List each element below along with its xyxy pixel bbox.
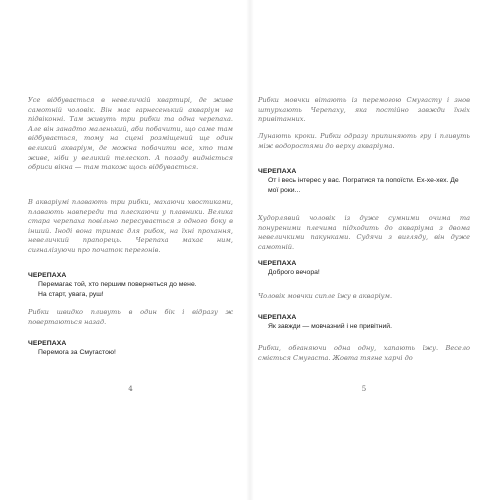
dialogue-line: Перемога за Смугастою! xyxy=(38,349,116,356)
stage-direction: Лунають кроки. Рибки одразу припиняють гру і пливуть між водоростями до верху акваріума. xyxy=(258,132,470,150)
speaker-name: ЧЕРЕПАХА xyxy=(258,314,297,321)
dialogue-line: Як завжди — мовчазний і не привітний. xyxy=(268,323,392,330)
stage-direction: Чоловік мовчки сипле їжу в акваріум. xyxy=(258,292,393,300)
dialogue-line: Доброго вечора! xyxy=(268,269,320,276)
stage-direction: В акваріумі плавають три рибки, махаючи хвостиками, плавають навпереди та плескаючи у плавники. Велика стара черепаха повільно пересувається з одного боку в інший. Іноді вона тримає для рибок, на їхні прохання, невеличкий прапорець. Черепаха махає ним, сигналізуючи про початок перегонів. xyxy=(28,198,233,254)
stage-direction: Усе відбувається в невеличкій квартирі, де живе самотній чоловік. Він має гарнесенький акваріум на підвіконні. Там живуть три рибки та одна черепаха. Але він занадто маленький, аби побачити, що саме там відбувається, тому на сцені розміщений ще один великий акваріум, де можна побачити все, хто там живе, ніби у великий телескоп. А позаду видніється обриси вікна — там також щось відбувається. xyxy=(28,96,233,172)
speaker-name: ЧЕРЕПАХА xyxy=(258,168,297,175)
stage-direction: Рибки мовчки вітають із перемогою Смугасту і знов штурхають Черепаху, яка постійно завжди їхніх привітанних. xyxy=(258,96,470,124)
speaker-name: ЧЕРЕПАХА xyxy=(258,260,297,267)
stage-direction: Рибки швидко пливуть в один бік і відразу ж повертаються назад. xyxy=(28,308,233,326)
left-page xyxy=(28,0,233,500)
page-number: 4 xyxy=(128,385,133,393)
page-number: 5 xyxy=(361,385,367,393)
speaker-name: ЧЕРЕПАХА xyxy=(28,272,67,279)
dialogue-line: От і весь інтерес у вас. Погратися та попоїсти. Ех-хе-хех. Де мої роки... xyxy=(268,177,459,194)
dialogue-line: Перемагає той, хто першим повернеться до мене. xyxy=(38,281,197,288)
stage-direction: Рибки, обганяючи одна одну, хапають їжу. Весело сміється Смугаста. Жовта тягне харчі до xyxy=(258,344,470,362)
book-gutter xyxy=(246,0,254,500)
right-page xyxy=(258,0,470,500)
dialogue-line: На старт, увага, руш! xyxy=(38,290,104,298)
stage-direction: Худорлявий чоловік із дуже сумними очима та понуреними плечима підходить до акваріума з двома невеличкими пакунками. Судячи з вигляду, він дуже самотній. xyxy=(258,214,470,251)
speaker-name: ЧЕРЕПАХА xyxy=(28,340,67,347)
